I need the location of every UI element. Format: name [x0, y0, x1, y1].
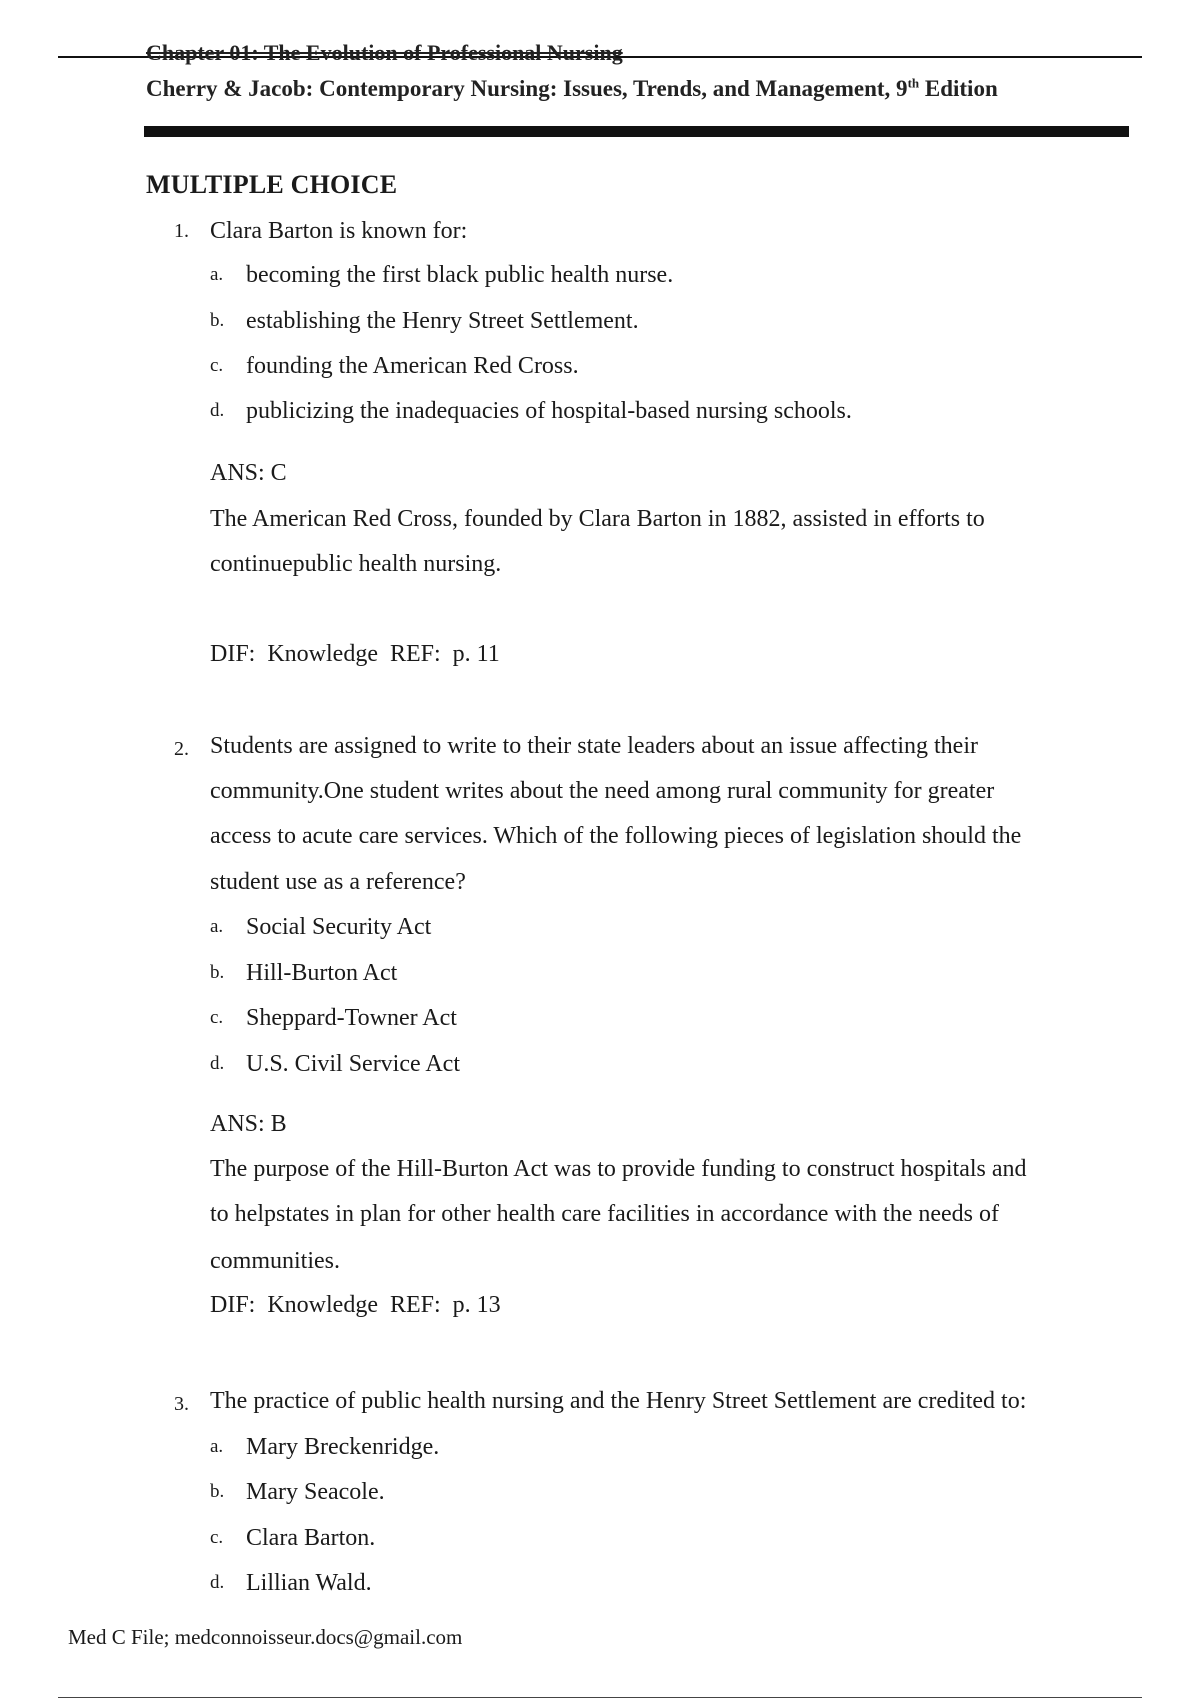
question-stem-line: student use as a reference?: [210, 869, 466, 895]
option-text: Mary Seacole.: [246, 1479, 385, 1505]
question-stem: Clara Barton is known for:: [210, 218, 468, 244]
book-title-main: Cherry & Jacob: Contemporary Nursing: Issues, Trends, and Management, 9: [146, 76, 908, 101]
option-letter: b.: [210, 962, 225, 983]
rationale-line: to helpstates in plan for other health care facilities in accordance with the needs of: [210, 1201, 1000, 1227]
rationale-line: continuepublic health nursing.: [210, 551, 502, 577]
option-letter: a.: [210, 916, 224, 937]
option-letter: d.: [210, 1572, 225, 1593]
rationale-line: communities.: [210, 1248, 340, 1274]
difficulty-reference: DIF: Knowledge REF: p. 11: [210, 641, 500, 667]
option-text: Mary Breckenridge.: [246, 1434, 440, 1460]
option-letter: a.: [210, 264, 224, 285]
question-stem-line: Students are assigned to write to their state leaders about an issue affecting their: [210, 733, 978, 759]
question-number: 3.: [174, 1393, 189, 1415]
header-divider-bar: [144, 126, 1129, 137]
book-title: [146, 76, 998, 102]
question-number: 2.: [174, 738, 189, 760]
option-letter: d.: [210, 1053, 225, 1074]
question-stem-line: access to acute care services. Which of the following pieces of legislation should the: [210, 823, 1022, 849]
option-letter: c.: [210, 1527, 224, 1548]
option-text: U.S. Civil Service Act: [246, 1051, 460, 1077]
option-letter: b.: [210, 310, 225, 331]
question-number: 1.: [174, 220, 189, 242]
option-text: Sheppard-Towner Act: [246, 1005, 457, 1031]
difficulty-reference: DIF: Knowledge REF: p. 13: [210, 1292, 501, 1318]
rationale-line: The American Red Cross, founded by Clara Barton in 1882, assisted in efforts to: [210, 506, 985, 532]
book-title-end: Edition: [919, 76, 998, 101]
option-letter: d.: [210, 400, 225, 421]
option-letter: c.: [210, 1007, 224, 1028]
option-text: Hill-Burton Act: [246, 960, 398, 986]
footer-contact: Med C File; medconnoisseur.docs@gmail.com: [68, 1625, 463, 1649]
option-letter: c.: [210, 355, 224, 376]
answer-key: ANS: C: [210, 460, 287, 486]
book-title-superscript: th: [907, 75, 920, 91]
rationale-line: The purpose of the Hill-Burton Act was to provide funding to construct hospitals and: [210, 1156, 1027, 1182]
answer-key: ANS: B: [210, 1111, 287, 1137]
option-text: becoming the first black public health nurse.: [246, 262, 674, 288]
option-text: publicizing the inadequacies of hospital-based nursing schools.: [246, 398, 852, 424]
option-text: Social Security Act: [246, 914, 432, 940]
footer-rule: [58, 1697, 1142, 1698]
chapter-title: Chapter 01: The Evolution of Professional Nursing: [146, 40, 623, 65]
option-letter: a.: [210, 1436, 224, 1457]
option-text: establishing the Henry Street Settlement.: [246, 308, 639, 334]
option-text: Lillian Wald.: [246, 1570, 372, 1596]
question-stem: The practice of public health nursing and the Henry Street Settlement are credited to:: [210, 1388, 1027, 1414]
section-heading: MULTIPLE CHOICE: [146, 170, 398, 199]
option-text: Clara Barton.: [246, 1525, 376, 1551]
question-stem-line: community.One student writes about the need among rural community for greater: [210, 778, 995, 804]
option-text: founding the American Red Cross.: [246, 353, 579, 379]
option-letter: b.: [210, 1481, 225, 1502]
